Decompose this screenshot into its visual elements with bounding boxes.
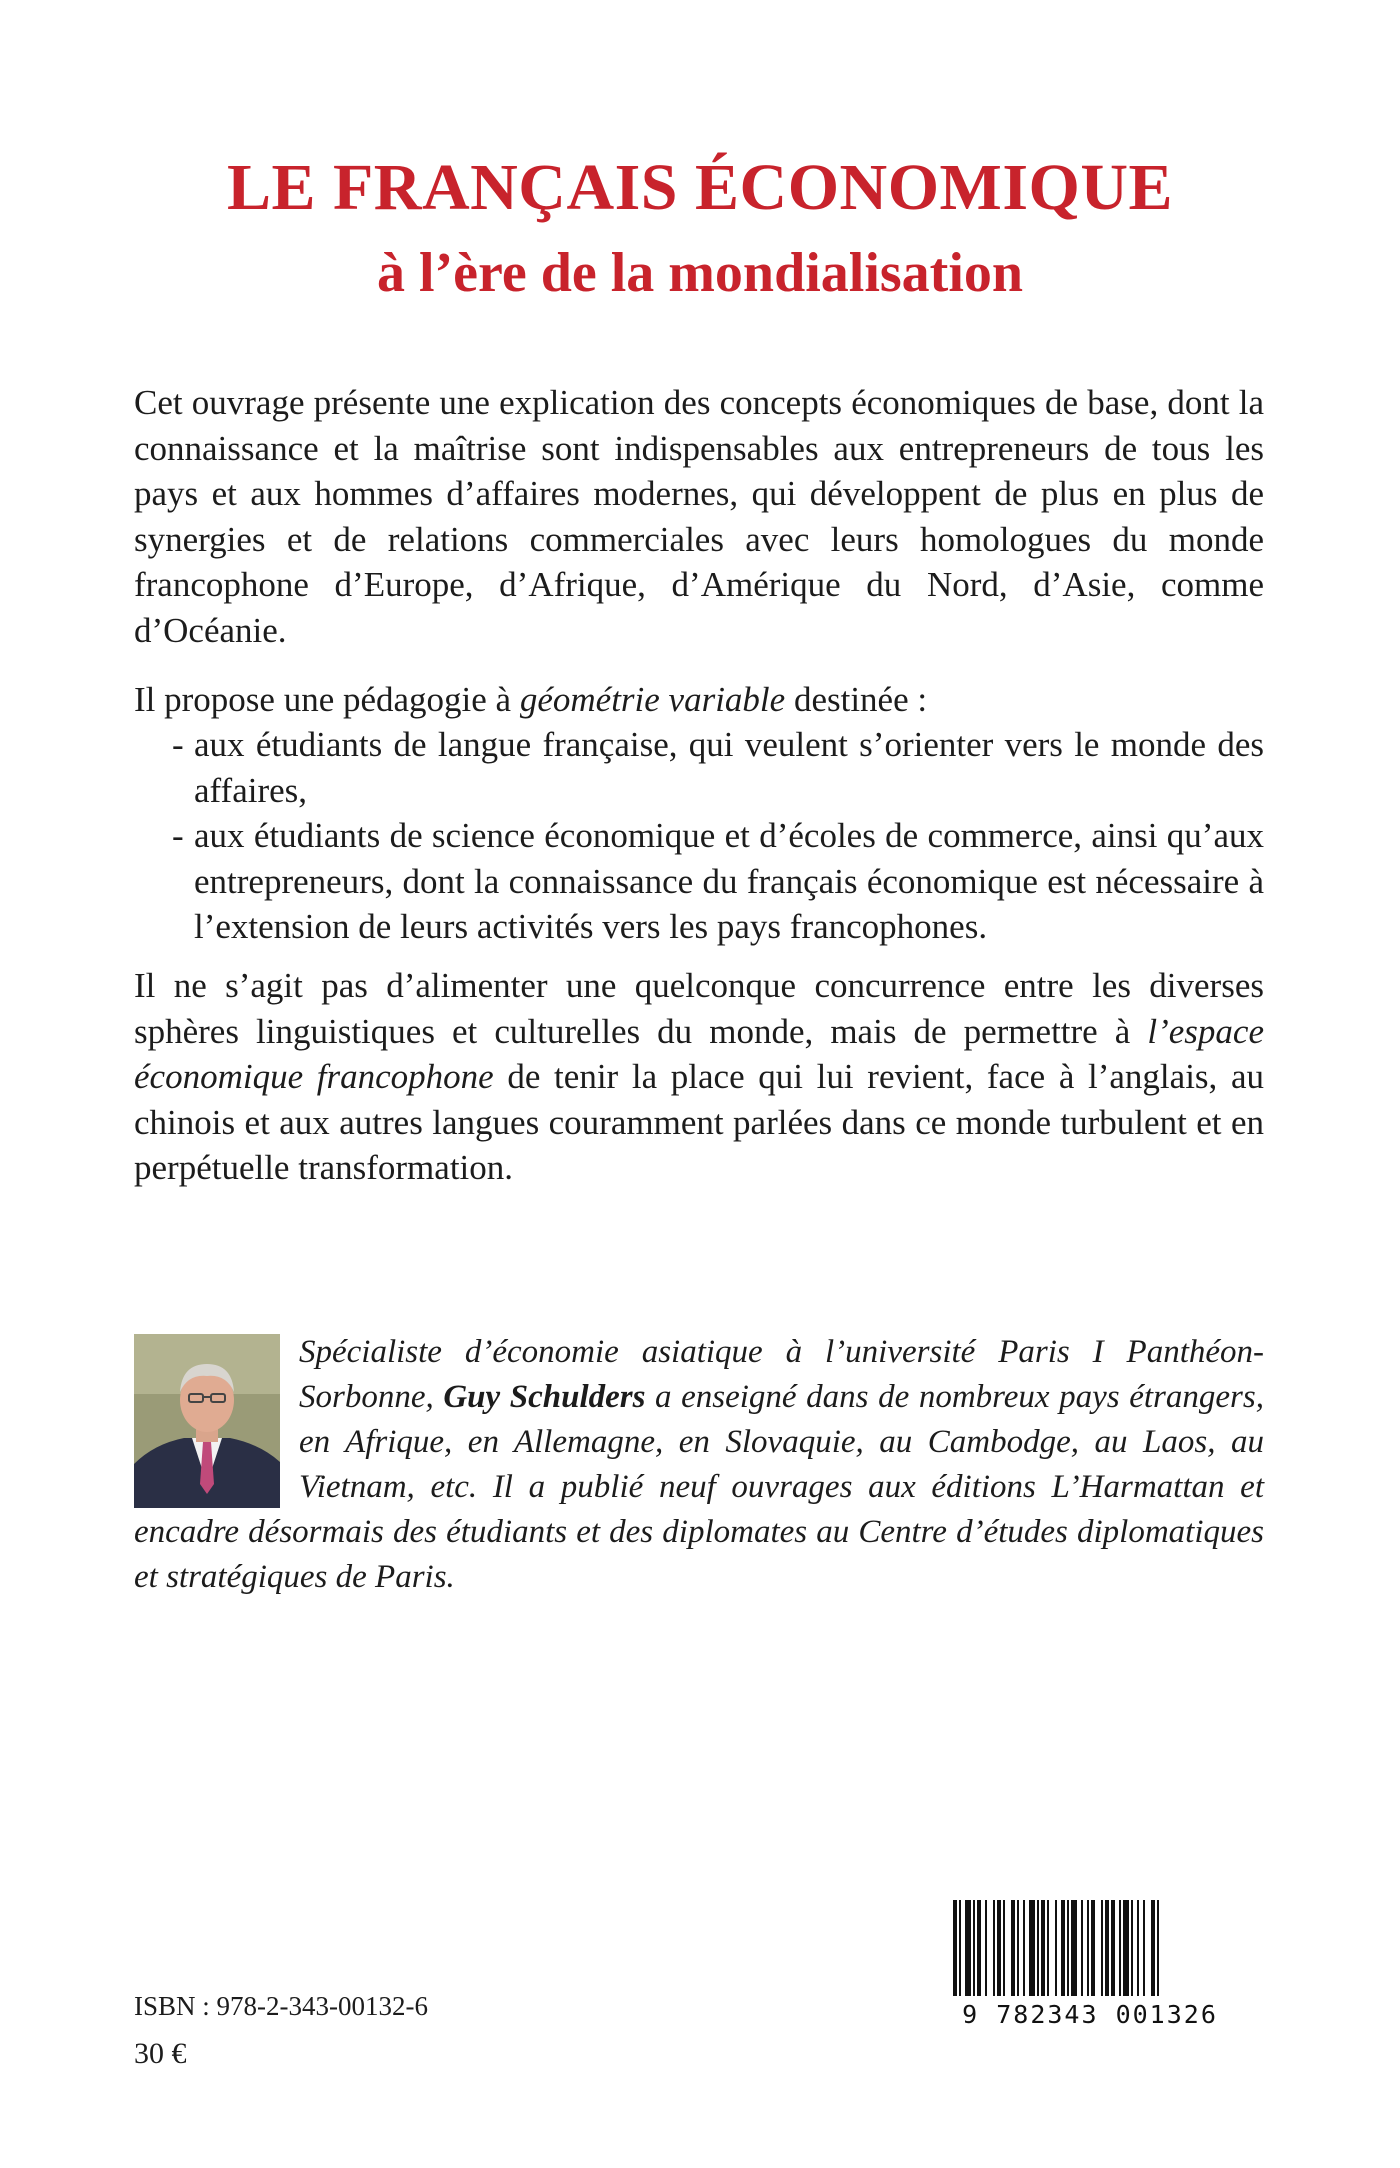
- bio-text-after: a enseigné dans de nombreux pays étrangers, en Afrique, en Allemagne, en Slovaquie, au Cambodge, au Laos, au Vietnam, etc. Il a publié neuf ouvrages aux éditions L’Harmattan et encadre désormais des étudiants et des diplomates au Centre d’études diplomatiques et stratégiques de Paris.: [134, 1379, 1264, 1595]
- para2-italic: géométrie variable: [519, 680, 786, 719]
- barcode-bar: [997, 1900, 1001, 1996]
- barcode-bar: [959, 1900, 961, 1996]
- bullet-item: [172, 722, 1264, 813]
- barcode-bar: [1101, 1900, 1103, 1996]
- barcode-bar: [953, 1900, 957, 1996]
- barcode-bar: [1071, 1900, 1077, 1996]
- barcode-bar: [1151, 1900, 1155, 1996]
- blurb-paragraph-1: Cet ouvrage présente une explication des concepts économiques de base, dont la connaissance et la maîtrise sont indispensables aux entrepreneurs de tous les pays et aux hommes d’affaires modernes, qui développent de plus en plus de synergies et de relations commerciales avec leurs homologues du monde francophone d’Europe, d’Afrique, d’Amérique du Nord, d’Asie, comme d’Océanie.: [134, 383, 1264, 650]
- barcode-bar: [1041, 1900, 1045, 1996]
- blurb-paragraph-2: [134, 677, 1264, 723]
- barcode-bar: [977, 1900, 981, 1996]
- barcode-bar: [1047, 1900, 1049, 1996]
- bullet-text: aux étudiants de langue française, qui veulent s’orienter vers le monde des affaires,: [194, 725, 1264, 810]
- barcode-bar: [1091, 1900, 1095, 1996]
- barcode-bar: [1157, 1900, 1159, 1996]
- para2-text-after: destinée :: [785, 680, 928, 719]
- bio-text-before: Spécialiste d’économie asiatique à l’université Paris I Panthéon-Sorbonne,: [299, 1334, 1264, 1415]
- bullet-item: [172, 813, 1264, 950]
- bullet-text: aux étudiants de science économique et d’écoles de commerce, ainsi qu’aux entrepreneurs, dont la connaissance du français économique est nécessaire à l’extension de leurs activités vers les pays francophones.: [194, 816, 1264, 946]
- barcode-icon: [945, 1896, 1235, 2000]
- barcode-bar: [1061, 1900, 1065, 1996]
- barcode-bar: [1119, 1900, 1121, 1996]
- author-bio: [134, 1330, 1264, 1600]
- barcode-bar: [1105, 1900, 1109, 1996]
- barcode-bar: [1087, 1900, 1089, 1996]
- barcode-bar: [1081, 1900, 1083, 1996]
- bullet-dash: -: [172, 725, 184, 764]
- para2-text-before: Il propose une pédagogie à: [134, 680, 520, 719]
- barcode-bar: [1017, 1900, 1019, 1996]
- price-label: 30 €: [134, 2037, 187, 2070]
- para3-text-before: Il ne s’agit pas d’alimenter une quelconque concurrence entre les diverses sphères linguistiques et culturelles du monde, mais de permettre à: [134, 966, 1264, 1051]
- book-subtitle: à l’ère de la mondialisation: [376, 242, 1024, 304]
- barcode-bar: [973, 1900, 975, 1996]
- barcode-bar: [985, 1900, 987, 1996]
- book-title: LE FRANÇAIS ÉCONOMIQUE: [226, 151, 1174, 224]
- barcode-bar: [1067, 1900, 1069, 1996]
- barcode-bar: [1003, 1900, 1005, 1996]
- barcode-bar: [1055, 1900, 1057, 1996]
- para3-italic: l’espace économique francophone: [134, 1011, 1264, 1096]
- barcode-bar: [1111, 1900, 1115, 1996]
- author-name: Guy Schulders: [443, 1379, 646, 1415]
- barcode-bar: [965, 1900, 971, 1996]
- barcode-bar: [993, 1900, 995, 1996]
- barcode-bar: [1143, 1900, 1145, 1996]
- bullet-dash: -: [172, 816, 184, 855]
- barcode-bar: [1011, 1900, 1015, 1996]
- barcode-bar: [1123, 1900, 1129, 1996]
- barcode-bar: [1037, 1900, 1039, 1996]
- barcode-bar: [1131, 1900, 1133, 1996]
- isbn-label: ISBN : 978-2-343-00132-6: [134, 1991, 428, 2021]
- para3-text-after: de tenir la place qui lui revient, face à l’anglais, au chinois et aux autres langues couramment parlées dans ce monde turbulent et en perpétuelle transformation.: [134, 1057, 1264, 1187]
- blurb-paragraph-3: [134, 963, 1264, 1191]
- barcode: [945, 1896, 1235, 2036]
- barcode-bar: [1029, 1900, 1035, 1996]
- barcode-bar: [1023, 1900, 1025, 1996]
- barcode-digits: 9 782343 001326: [962, 2000, 1218, 2029]
- barcode-bar: [1137, 1900, 1139, 1996]
